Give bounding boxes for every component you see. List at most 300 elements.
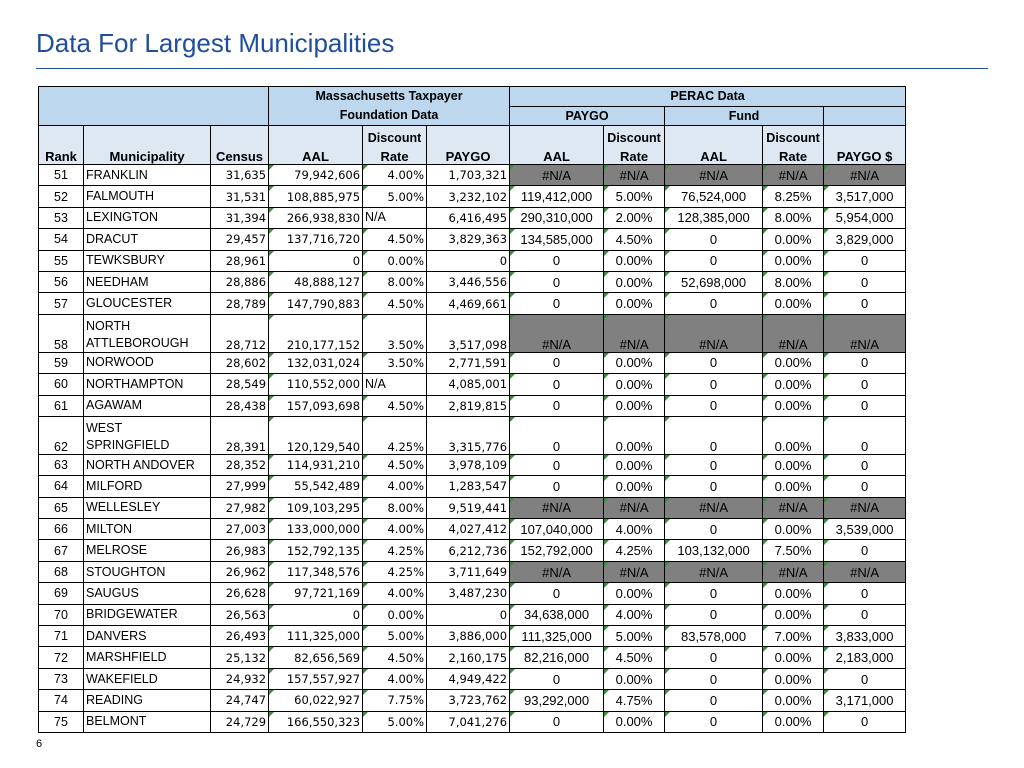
cell-rank: 65 (39, 497, 84, 518)
cell-perac-fund-aal: 0 (665, 690, 763, 711)
cell-perac-paygo-rate: 0.00% (604, 293, 665, 314)
cell-paygo: 2,819,815 (427, 395, 510, 416)
cell-perac-paygo-rate: 4.00% (604, 519, 665, 540)
cell-rank: 57 (39, 293, 84, 314)
cell-perac-fund-rate: 8.25% (763, 186, 824, 207)
cell-perac-paygo-dollars: #N/A (824, 497, 906, 518)
table-row (39, 250, 906, 271)
cell-rate: 4.25% (363, 540, 427, 561)
table-row (39, 583, 906, 604)
cell-perac-paygo-aal: 152,792,000 (510, 540, 604, 561)
cell-paygo: 4,027,412 (427, 519, 510, 540)
cell-perac-paygo-dollars: 0 (824, 374, 906, 395)
cell-paygo: 3,517,098 (427, 314, 510, 352)
cell-perac-fund-rate: 0.00% (763, 519, 824, 540)
header-discount-fund: Discount (763, 126, 824, 146)
cell-perac-paygo-dollars: 0 (824, 352, 906, 373)
cell-perac-paygo-rate: 0.00% (604, 476, 665, 497)
cell-census: 28,789 (211, 293, 269, 314)
cell-perac-paygo-dollars: #N/A (824, 314, 906, 352)
cell-paygo: 3,487,230 (427, 583, 510, 604)
table-row (39, 186, 906, 207)
cell-rank: 68 (39, 561, 84, 582)
cell-municipality: LEXINGTON (84, 207, 211, 228)
cell-aal: 157,557,927 (269, 668, 363, 689)
cell-aal: 114,931,210 (269, 454, 363, 475)
cell-rate: 7.75% (363, 690, 427, 711)
cell-municipality: NORWOOD (84, 352, 211, 373)
cell-census: 27,982 (211, 497, 269, 518)
cell-municipality: GLOUCESTER (84, 293, 211, 314)
cell-perac-paygo-dollars: 0 (824, 416, 906, 454)
cell-aal: 79,942,606 (269, 165, 363, 186)
cell-perac-paygo-aal: 0 (510, 250, 604, 271)
cell-rank: 51 (39, 165, 84, 186)
cell-paygo: 1,283,547 (427, 476, 510, 497)
cell-paygo: 2,771,591 (427, 352, 510, 373)
header-row-group (39, 87, 906, 107)
cell-perac-fund-rate: 0.00% (763, 583, 824, 604)
cell-perac-paygo-rate: 4.75% (604, 690, 665, 711)
header-row-discount (39, 126, 906, 146)
cell-census: 29,457 (211, 229, 269, 250)
cell-perac-fund-rate: 0.00% (763, 352, 824, 373)
cell-perac-fund-rate: #N/A (763, 165, 824, 186)
cell-census: 28,961 (211, 250, 269, 271)
cell-paygo: 3,829,363 (427, 229, 510, 250)
header-discount-tax: Discount (363, 126, 427, 146)
col-census: Census (211, 145, 269, 165)
cell-rate: 0.00% (363, 250, 427, 271)
table-row (39, 416, 906, 454)
cell-municipality: NORTH ANDOVER (84, 454, 211, 475)
cell-rank: 59 (39, 352, 84, 373)
cell-rate: 4.00% (363, 519, 427, 540)
cell-perac-fund-aal: 0 (665, 604, 763, 625)
cell-aal: 152,792,135 (269, 540, 363, 561)
cell-perac-fund-aal: 0 (665, 711, 763, 732)
cell-aal: 110,552,000 (269, 374, 363, 395)
cell-perac-fund-rate: #N/A (763, 497, 824, 518)
cell-paygo: 4,949,422 (427, 668, 510, 689)
cell-municipality: SAUGUS (84, 583, 211, 604)
cell-aal: 147,790,883 (269, 293, 363, 314)
cell-paygo: 2,160,175 (427, 647, 510, 668)
cell-perac-paygo-aal: 119,412,000 (510, 186, 604, 207)
cell-rank: 52 (39, 186, 84, 207)
cell-rate: 5.00% (363, 186, 427, 207)
cell-rate: 4.00% (363, 165, 427, 186)
table-row (39, 271, 906, 292)
cell-perac-fund-rate: 7.00% (763, 626, 824, 647)
cell-rate: 4.25% (363, 561, 427, 582)
cell-municipality: WELLESLEY (84, 497, 211, 518)
cell-municipality: MELROSE (84, 540, 211, 561)
page-number: 6 (36, 738, 43, 750)
cell-rate: N/A (363, 374, 427, 395)
cell-census: 24,747 (211, 690, 269, 711)
cell-perac-paygo-aal: 0 (510, 293, 604, 314)
cell-perac-fund-rate: 0.00% (763, 476, 824, 497)
cell-perac-fund-rate: 0.00% (763, 604, 824, 625)
cell-paygo: 0 (427, 250, 510, 271)
cell-rank: 73 (39, 668, 84, 689)
cell-perac-fund-aal: 0 (665, 519, 763, 540)
table-row (39, 540, 906, 561)
cell-rate: 4.25% (363, 416, 427, 454)
cell-perac-fund-rate: 0.00% (763, 416, 824, 454)
cell-perac-paygo-dollars: 0 (824, 271, 906, 292)
cell-municipality: READING (84, 690, 211, 711)
cell-perac-fund-aal: 0 (665, 352, 763, 373)
col-fund-rate: Rate (763, 145, 824, 165)
cell-paygo: 3,315,776 (427, 416, 510, 454)
cell-perac-paygo-rate: #N/A (604, 497, 665, 518)
cell-perac-fund-rate: 8.00% (763, 271, 824, 292)
cell-paygo: 6,212,736 (427, 540, 510, 561)
cell-rate: 4.00% (363, 668, 427, 689)
cell-rate: 5.00% (363, 711, 427, 732)
table-row (39, 711, 906, 732)
cell-perac-paygo-aal: 0 (510, 668, 604, 689)
cell-rank: 60 (39, 374, 84, 395)
cell-paygo: 1,703,321 (427, 165, 510, 186)
table-row (39, 293, 906, 314)
cell-rank: 58 (39, 314, 84, 352)
cell-census: 24,729 (211, 711, 269, 732)
cell-census: 26,563 (211, 604, 269, 625)
cell-perac-paygo-rate: 4.25% (604, 540, 665, 561)
cell-paygo: 3,723,762 (427, 690, 510, 711)
cell-perac-fund-rate: 0.00% (763, 395, 824, 416)
table-row (39, 604, 906, 625)
cell-aal: 0 (269, 604, 363, 625)
cell-aal: 210,177,152 (269, 314, 363, 352)
cell-perac-fund-aal: 0 (665, 395, 763, 416)
cell-perac-fund-aal: #N/A (665, 561, 763, 582)
cell-census: 28,391 (211, 416, 269, 454)
cell-perac-paygo-aal: 0 (510, 374, 604, 395)
cell-perac-paygo-rate: 0.00% (604, 271, 665, 292)
cell-census: 26,628 (211, 583, 269, 604)
cell-census: 27,999 (211, 476, 269, 497)
cell-rate: 4.50% (363, 647, 427, 668)
cell-municipality: BELMONT (84, 711, 211, 732)
cell-perac-fund-aal: 76,524,000 (665, 186, 763, 207)
table-row (39, 314, 906, 352)
header-fund: Fund (665, 106, 824, 126)
cell-municipality: MARSHFIELD (84, 647, 211, 668)
cell-perac-paygo-aal: 82,216,000 (510, 647, 604, 668)
cell-rate: 5.00% (363, 626, 427, 647)
cell-perac-fund-rate: 0.00% (763, 229, 824, 250)
cell-paygo: 4,085,001 (427, 374, 510, 395)
cell-perac-paygo-aal: #N/A (510, 165, 604, 186)
table-row (39, 690, 906, 711)
title-divider (36, 68, 988, 69)
cell-perac-paygo-rate: #N/A (604, 561, 665, 582)
header-tax-line2: Foundation Data (339, 108, 439, 122)
cell-perac-paygo-aal: 290,310,000 (510, 207, 604, 228)
header-paygo: PAYGO (510, 106, 665, 126)
cell-perac-fund-aal: 0 (665, 416, 763, 454)
cell-municipality: NORTHAMPTON (84, 374, 211, 395)
cell-perac-paygo-dollars: 3,833,000 (824, 626, 906, 647)
cell-census: 26,962 (211, 561, 269, 582)
cell-perac-paygo-dollars: 0 (824, 711, 906, 732)
table-row (39, 519, 906, 540)
page-title: Data For Largest Municipalities (36, 28, 395, 58)
cell-perac-paygo-rate: 0.00% (604, 416, 665, 454)
table-row (39, 165, 906, 186)
cell-municipality: NORTH ATTLEBOROUGH (84, 314, 211, 352)
col-aal: AAL (269, 145, 363, 165)
table-row (39, 626, 906, 647)
cell-census: 27,003 (211, 519, 269, 540)
cell-perac-fund-aal: #N/A (665, 165, 763, 186)
cell-paygo: 6,416,495 (427, 207, 510, 228)
cell-census: 28,712 (211, 314, 269, 352)
table-row (39, 207, 906, 228)
cell-perac-paygo-aal: 0 (510, 352, 604, 373)
cell-perac-paygo-rate: 5.00% (604, 186, 665, 207)
cell-perac-paygo-dollars: 3,517,000 (824, 186, 906, 207)
cell-municipality: WAKEFIELD (84, 668, 211, 689)
cell-perac-paygo-dollars: 0 (824, 395, 906, 416)
cell-rank: 54 (39, 229, 84, 250)
cell-perac-fund-aal: #N/A (665, 314, 763, 352)
cell-perac-paygo-rate: 5.00% (604, 626, 665, 647)
cell-municipality: MILTON (84, 519, 211, 540)
cell-aal: 133,000,000 (269, 519, 363, 540)
cell-perac-paygo-dollars: 2,183,000 (824, 647, 906, 668)
cell-rank: 63 (39, 454, 84, 475)
cell-perac-fund-aal: 0 (665, 374, 763, 395)
cell-rate: 4.00% (363, 583, 427, 604)
cell-municipality: AGAWAM (84, 395, 211, 416)
cell-aal: 48,888,127 (269, 271, 363, 292)
cell-census: 26,983 (211, 540, 269, 561)
cell-perac-paygo-rate: #N/A (604, 314, 665, 352)
cell-perac-fund-rate: 7.50% (763, 540, 824, 561)
cell-rate: 4.50% (363, 229, 427, 250)
cell-perac-paygo-dollars: 0 (824, 476, 906, 497)
cell-perac-paygo-aal: 134,585,000 (510, 229, 604, 250)
cell-perac-fund-aal: 0 (665, 583, 763, 604)
cell-rank: 71 (39, 626, 84, 647)
cell-paygo: 3,232,102 (427, 186, 510, 207)
cell-rate: 0.00% (363, 604, 427, 625)
cell-perac-paygo-aal: #N/A (510, 561, 604, 582)
header-perac: PERAC Data (510, 87, 906, 107)
cell-paygo: 0 (427, 604, 510, 625)
cell-census: 28,352 (211, 454, 269, 475)
table-body (39, 165, 906, 733)
cell-perac-paygo-aal: 0 (510, 271, 604, 292)
cell-rate: 4.50% (363, 395, 427, 416)
col-paygo-rate: Rate (604, 145, 665, 165)
cell-perac-paygo-aal: 0 (510, 711, 604, 732)
cell-perac-paygo-rate: 4.50% (604, 647, 665, 668)
cell-rate: 4.50% (363, 454, 427, 475)
cell-perac-fund-aal: 0 (665, 476, 763, 497)
cell-aal: 108,885,975 (269, 186, 363, 207)
cell-perac-paygo-rate: 4.00% (604, 604, 665, 625)
cell-municipality: STOUGHTON (84, 561, 211, 582)
cell-perac-fund-aal: 52,698,000 (665, 271, 763, 292)
cell-perac-fund-aal: 103,132,000 (665, 540, 763, 561)
table-row (39, 395, 906, 416)
cell-paygo: 3,886,000 (427, 626, 510, 647)
cell-municipality: NEEDHAM (84, 271, 211, 292)
cell-rank: 69 (39, 583, 84, 604)
cell-rank: 64 (39, 476, 84, 497)
cell-aal: 137,716,720 (269, 229, 363, 250)
cell-municipality: MILFORD (84, 476, 211, 497)
cell-municipality: FRANKLIN (84, 165, 211, 186)
cell-rate: 4.00% (363, 476, 427, 497)
cell-perac-fund-aal: 128,385,000 (665, 207, 763, 228)
cell-rank: 72 (39, 647, 84, 668)
cell-paygo: 3,446,556 (427, 271, 510, 292)
cell-census: 31,635 (211, 165, 269, 186)
cell-paygo: 3,978,109 (427, 454, 510, 475)
cell-rate: 4.50% (363, 293, 427, 314)
cell-census: 24,932 (211, 668, 269, 689)
cell-paygo: 9,519,441 (427, 497, 510, 518)
table-row (39, 229, 906, 250)
cell-census: 26,493 (211, 626, 269, 647)
cell-perac-paygo-dollars: 0 (824, 454, 906, 475)
cell-perac-fund-rate: #N/A (763, 314, 824, 352)
cell-aal: 55,542,489 (269, 476, 363, 497)
col-paygo-dollars: PAYGO $ (824, 145, 906, 165)
header-blank (39, 87, 269, 126)
cell-perac-fund-rate: 0.00% (763, 293, 824, 314)
header-discount-paygo: Discount (604, 126, 665, 146)
cell-rank: 61 (39, 395, 84, 416)
cell-perac-paygo-dollars: 5,954,000 (824, 207, 906, 228)
cell-perac-paygo-aal: 34,638,000 (510, 604, 604, 625)
cell-perac-fund-aal: #N/A (665, 497, 763, 518)
table-row (39, 374, 906, 395)
cell-municipality: DRACUT (84, 229, 211, 250)
table-row (39, 352, 906, 373)
col-fund-aal: AAL (665, 145, 763, 165)
header-blank-sub (824, 106, 906, 126)
cell-perac-paygo-aal: 111,325,000 (510, 626, 604, 647)
cell-perac-paygo-rate: #N/A (604, 165, 665, 186)
cell-rank: 55 (39, 250, 84, 271)
cell-rank: 75 (39, 711, 84, 732)
cell-municipality: TEWKSBURY (84, 250, 211, 271)
cell-census: 25,132 (211, 647, 269, 668)
table-row (39, 668, 906, 689)
cell-perac-fund-aal: 83,578,000 (665, 626, 763, 647)
cell-census: 31,531 (211, 186, 269, 207)
cell-aal: 111,325,000 (269, 626, 363, 647)
cell-census: 28,886 (211, 271, 269, 292)
cell-aal: 117,348,576 (269, 561, 363, 582)
cell-perac-fund-rate: 0.00% (763, 668, 824, 689)
cell-aal: 97,721,169 (269, 583, 363, 604)
col-rate: Rate (363, 145, 427, 165)
cell-perac-paygo-rate: 4.50% (604, 229, 665, 250)
cell-aal: 109,103,295 (269, 497, 363, 518)
cell-perac-paygo-dollars: #N/A (824, 561, 906, 582)
header-tax-line1: Massachusetts Taxpayer (315, 89, 463, 103)
header-tax-foundation (269, 87, 510, 126)
cell-rate: N/A (363, 207, 427, 228)
cell-aal: 132,031,024 (269, 352, 363, 373)
cell-rank: 66 (39, 519, 84, 540)
cell-rank: 53 (39, 207, 84, 228)
cell-census: 28,438 (211, 395, 269, 416)
cell-paygo: 3,711,649 (427, 561, 510, 582)
cell-aal: 157,093,698 (269, 395, 363, 416)
table-row (39, 647, 906, 668)
col-rank: Rank (39, 145, 84, 165)
cell-rank: 56 (39, 271, 84, 292)
cell-perac-fund-aal: 0 (665, 454, 763, 475)
cell-municipality: WEST SPRINGFIELD (84, 416, 211, 454)
cell-rank: 67 (39, 540, 84, 561)
cell-perac-paygo-dollars: 0 (824, 250, 906, 271)
cell-perac-fund-aal: 0 (665, 668, 763, 689)
cell-perac-paygo-rate: 0.00% (604, 454, 665, 475)
cell-rank: 74 (39, 690, 84, 711)
cell-aal: 120,129,540 (269, 416, 363, 454)
cell-rank: 70 (39, 604, 84, 625)
cell-perac-fund-rate: 0.00% (763, 647, 824, 668)
cell-perac-paygo-aal: 0 (510, 454, 604, 475)
cell-perac-fund-aal: 0 (665, 250, 763, 271)
cell-perac-paygo-dollars: 0 (824, 604, 906, 625)
cell-perac-paygo-aal: 107,040,000 (510, 519, 604, 540)
table-row (39, 454, 906, 475)
cell-perac-paygo-dollars: 0 (824, 293, 906, 314)
cell-perac-paygo-aal: 0 (510, 583, 604, 604)
cell-perac-paygo-dollars: 3,829,000 (824, 229, 906, 250)
cell-aal: 166,550,323 (269, 711, 363, 732)
cell-rate: 3.50% (363, 314, 427, 352)
table-row (39, 561, 906, 582)
cell-aal: 0 (269, 250, 363, 271)
cell-perac-paygo-rate: 2.00% (604, 207, 665, 228)
cell-municipality: FALMOUTH (84, 186, 211, 207)
cell-perac-paygo-aal: 0 (510, 416, 604, 454)
cell-rate: 8.00% (363, 271, 427, 292)
col-paygo-aal: AAL (510, 145, 604, 165)
cell-perac-fund-aal: 0 (665, 647, 763, 668)
table-row (39, 476, 906, 497)
cell-perac-fund-rate: #N/A (763, 561, 824, 582)
cell-perac-fund-rate: 0.00% (763, 690, 824, 711)
cell-perac-paygo-rate: 0.00% (604, 250, 665, 271)
cell-perac-paygo-dollars: 0 (824, 583, 906, 604)
cell-perac-fund-rate: 0.00% (763, 711, 824, 732)
cell-aal: 82,656,569 (269, 647, 363, 668)
cell-perac-paygo-rate: 0.00% (604, 395, 665, 416)
cell-perac-paygo-rate: 0.00% (604, 668, 665, 689)
cell-perac-fund-rate: 0.00% (763, 374, 824, 395)
cell-aal: 60,022,927 (269, 690, 363, 711)
cell-perac-paygo-aal: #N/A (510, 497, 604, 518)
cell-paygo: 7,041,276 (427, 711, 510, 732)
cell-census: 28,549 (211, 374, 269, 395)
cell-perac-paygo-dollars: 0 (824, 668, 906, 689)
cell-perac-fund-rate: 0.00% (763, 454, 824, 475)
